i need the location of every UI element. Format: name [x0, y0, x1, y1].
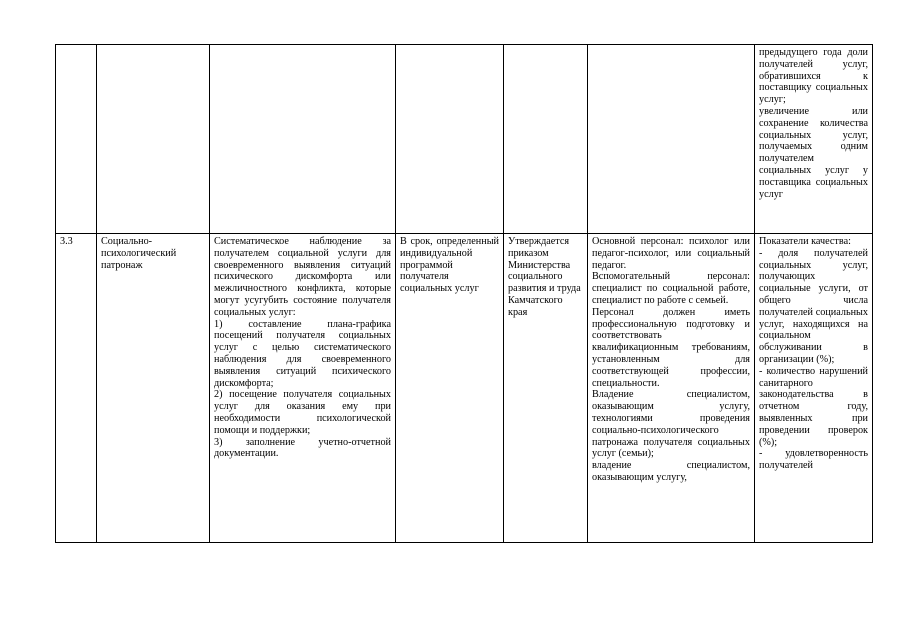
cell-indicators	[755, 234, 873, 543]
cell-tariff: Утверждается приказом Министерства социального развития и труда Камчатского края	[504, 234, 588, 543]
description-paragraph: Систематическое наблюдение за получателем социальной услуги для своевременного выявления ситуаций психического дискомфорта или межличностного конфликта, которые могут усугубить состояние получателя социальных услуг:	[214, 236, 391, 318]
cell-description	[210, 45, 396, 234]
indicator-text: увеличение или сохранение количества социальных услуг, получаемых одним получателем социальных услуг у поставщика социальных услуг	[759, 105, 868, 200]
conditions-paragraph: Владение специалистом, оказывающим услугу, технологиями проведения социально-психологического патронажа получателя социальных услуг (семьи);	[592, 389, 750, 460]
description-paragraph: 2) посещение получателя социальных услуг для оказания ему при необходимости психологической помощи и поддержки;	[214, 389, 391, 436]
cell-conditions	[588, 234, 755, 543]
cell-term: В срок, определенный индивидуальной программой получателя социальных услуг	[396, 234, 504, 543]
cell-indicators	[755, 45, 873, 234]
table-row-service-3-3	[56, 234, 873, 543]
description-paragraph: 3) заполнение учетно-отчетной документации.	[214, 436, 391, 460]
indicator-text: - удовлетворенность получателей	[759, 448, 868, 472]
conditions-paragraph: владение специалистом, оказывающим услугу,	[592, 460, 750, 483]
conditions-paragraph: Персонал должен иметь профессиональную подготовку и соответствовать квалификационным требованиям, установленным для соответствующей профессии, специальности.	[592, 306, 750, 389]
cell-conditions	[588, 45, 755, 234]
cell-service-name: Социально-психологический патронаж	[97, 234, 210, 543]
cell-term	[396, 45, 504, 234]
indicator-text: предыдущего года доли получателей услуг, обратившихся к поставщику социальных услуг;	[759, 47, 868, 106]
indicator-text: - доля получателей социальных услуг, получающих социальные услуги, от общего числа получателей социальных услуг, находящихся на социальном обслуживании в организации (%);	[759, 247, 868, 365]
cell-service-name	[97, 45, 210, 234]
indicator-text: Показатели качества:	[759, 236, 851, 247]
cell-description	[210, 234, 396, 543]
table-row-continuation	[56, 45, 873, 234]
cell-tariff	[504, 45, 588, 234]
cell-number	[56, 45, 97, 234]
social-services-table	[55, 44, 873, 543]
indicator-text: - количество нарушений санитарного законодательства в отчетном году, выявленных при проведении проверок (%);	[759, 365, 868, 448]
conditions-paragraph: Вспомогательный персонал: специалист по социальной работе, специалист по работе с семьей.	[592, 271, 750, 306]
description-paragraph: 1) составление плана-графика посещений получателя социальных услуг с целью систематического наблюдения для своевременного выявления ситуаций психического дискомфорта;	[214, 318, 391, 389]
cell-number: 3.3	[56, 234, 97, 543]
services-table-page	[55, 44, 873, 543]
conditions-paragraph: Основной персонал: психолог или педагог-психолог, или социальный педагог.	[592, 236, 750, 271]
